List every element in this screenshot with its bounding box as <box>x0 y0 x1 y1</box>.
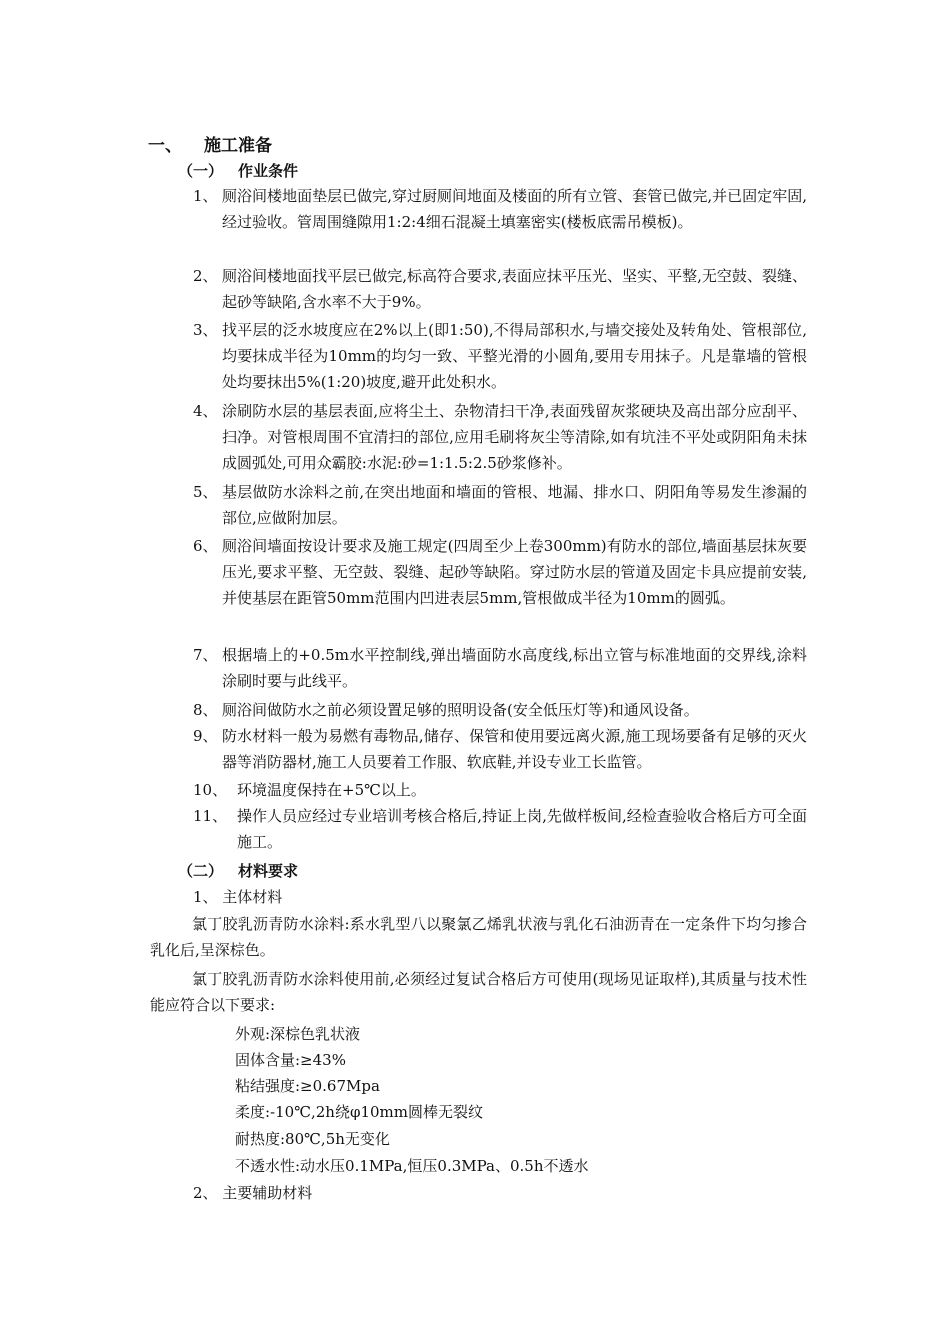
list-item-number: 5、 <box>193 483 218 501</box>
spec-line: 外观:深棕色乳状液 <box>235 1025 361 1043</box>
list-item-text: 找平层的泛水坡度应在2%以上(即1:50),不得局部积水,与墙交接处及转角处、管根部位,均要抹成半径为10mm的均匀一致、平整光滑的小圆角,要用专用抹子。凡是靠墙的管根处均要抹出5%(1:20)坡度,避开此处积水。 <box>222 321 807 391</box>
section-title: 施工准备 <box>204 136 272 156</box>
subsection-title: 材料要求 <box>238 862 299 880</box>
paragraph: 氯丁胶乳沥青防水涂料使用前,必须经过复试合格后方可使用(现场见证取样),其质量与技术性能应符合以下要求: <box>150 970 807 1014</box>
list-item-number: 8、 <box>193 701 218 719</box>
spec-line: 粘结强度:≥0.67Mpa <box>235 1077 380 1095</box>
subsection-number: （一） <box>178 162 224 180</box>
list-item-text: 厕浴间墙面按设计要求及施工规定(四周至少上卷300mm)有防水的部位,墙面基层抹灰要压光,要求平整、无空鼓、裂缝、起砂等缺陷。穿过防水层的管道及固定卡具应提前安装,并使基层在距管50mm范围内凹进表层5mm,管根做成半径为10mm的圆弧。 <box>222 537 807 607</box>
list-item-number: 4、 <box>193 402 218 420</box>
list-item-number: 9、 <box>193 727 218 745</box>
spec-line: 不透水性:动水压0.1MPa,恒压0.3MPa、0.5h不透水 <box>235 1157 589 1175</box>
list-item-text: 厕浴间楼地面找平层已做完,标高符合要求,表面应抹平压光、坚实、平整,无空鼓、裂缝、起砂等缺陷,含水率不大于9%。 <box>222 267 807 311</box>
materials-aux-heading: 2、 主要辅助材料 <box>193 1184 313 1202</box>
spec-line: 耐热度:80℃,5h无变化 <box>235 1130 390 1148</box>
list-item-text: 防水材料一般为易燃有毒物品,储存、保管和使用要远离火源,施工现场要备有足够的灭火器等消防器材,施工人员要着工作服、软底鞋,并设专业工长监管。 <box>222 727 807 771</box>
list-item-text: 根据墙上的+0.5m水平控制线,弹出墙面防水高度线,标出立管与标准地面的交界线,涂料涂刷时要与此线平。 <box>222 646 807 690</box>
list-item-number: 11、 <box>193 807 228 825</box>
spec-line: 柔度:-10℃,2h绕φ10mm圆棒无裂纹 <box>235 1103 483 1121</box>
list-item-text: 厕浴间楼地面垫层已做完,穿过厨厕间地面及楼面的所有立管、套管已做完,并已固定牢固,经过验收。管周围缝隙用1:2:4细石混凝土填塞密实(楼板底需吊模板)。 <box>222 187 807 231</box>
materials-main-heading: 1、 主体材料 <box>193 888 283 906</box>
list-item-text: 厕浴间做防水之前必须设置足够的照明设备(安全低压灯等)和通风设备。 <box>222 701 699 719</box>
list-item-number: 10、 <box>193 781 228 799</box>
list-item-text: 环境温度保持在+5℃以上。 <box>237 781 426 799</box>
list-item-number: 2、 <box>193 267 218 285</box>
list-item-text: 基层做防水涂料之前,在突出地面和墙面的管根、地漏、排水口、阴阳角等易发生渗漏的部位,应做附加层。 <box>222 483 807 527</box>
list-item-number: 7、 <box>193 646 218 664</box>
spec-line: 固体含量:≥43% <box>235 1051 346 1069</box>
list-item-number: 6、 <box>193 537 218 555</box>
list-item-number: 1、 <box>193 187 218 205</box>
list-item-text: 涂刷防水层的基层表面,应将尘土、杂物清扫干净,表面残留灰浆硬块及高出部分应刮平、扫净。对管根周围不宜清扫的部位,应用毛刷将灰尘等清除,如有坑洼不平处或阴阳角未抹成圆弧处,可用众霸胶:水泥:砂=1:1.5:2.5砂浆修补。 <box>222 402 807 472</box>
subsection-number: （二） <box>178 862 224 880</box>
section-number: 一、 <box>148 136 182 156</box>
list-item-text: 操作人员应经过专业培训考核合格后,持证上岗,先做样板间,经检查验收合格后方可全面施工。 <box>237 807 807 851</box>
paragraph: 氯丁胶乳沥青防水涂料:系水乳型八以聚氯乙烯乳状液与乳化石油沥青在一定条件下均匀掺合乳化后,呈深棕色。 <box>150 915 807 959</box>
list-item-number: 3、 <box>193 321 218 339</box>
subsection-title: 作业条件 <box>238 162 299 180</box>
